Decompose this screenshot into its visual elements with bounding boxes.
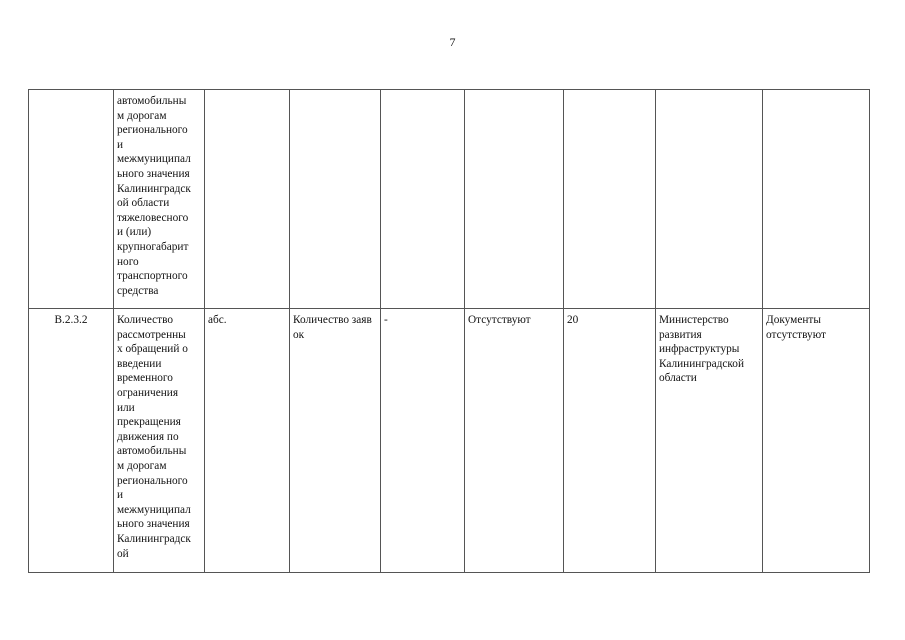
text-line: межмуниципал	[117, 153, 191, 166]
text-line: регионального	[117, 124, 188, 137]
responsible-cell	[656, 309, 763, 573]
text-line: развития	[659, 328, 702, 341]
text-line: ой	[117, 547, 129, 560]
text-line: рассмотренны	[117, 328, 186, 341]
code-cell	[29, 90, 114, 309]
text-line: Документы	[766, 314, 821, 326]
text-line: транспортного	[117, 270, 188, 283]
formula-cell	[381, 90, 465, 309]
indicator-cell	[114, 309, 205, 573]
text-line: регионального	[117, 474, 188, 487]
text-line: ьного значения	[117, 167, 190, 180]
text-line: ограничения	[117, 386, 179, 399]
table-row	[29, 90, 870, 309]
code-cell: В.2.3.2	[29, 309, 114, 573]
text-line: введении	[117, 357, 162, 370]
text-line: крупногабарит	[117, 240, 189, 253]
text-line: области	[659, 372, 697, 385]
basis-cell: Количество заявок	[290, 309, 381, 573]
text-line: отсутствуют	[766, 328, 826, 341]
docs-cell	[763, 90, 870, 309]
text-line: м дорогам	[117, 109, 167, 122]
text-line: автомобильны	[117, 445, 187, 458]
text-line: Министерство	[659, 314, 729, 326]
text-line: ьного значения	[117, 518, 190, 531]
page-number: 7	[449, 35, 456, 49]
text-line: Количество	[117, 314, 173, 326]
text-line: инфраструктуры	[659, 343, 740, 356]
text-line: ой области	[117, 197, 170, 210]
formula-cell: -	[381, 309, 465, 573]
text-line: тяжеловесного	[117, 211, 189, 224]
target-cell	[564, 90, 656, 309]
text-line: и (или)	[117, 226, 152, 239]
basis-cell	[290, 90, 381, 309]
text-line: м дорогам	[117, 459, 167, 472]
text-line: Калининградск	[117, 182, 191, 195]
indicator-cell	[114, 90, 205, 309]
text-line: х обращений о	[117, 343, 188, 356]
text-line: Калининградской	[659, 357, 744, 370]
table-row	[29, 309, 870, 573]
text-line: и	[117, 489, 124, 502]
responsible-cell	[656, 90, 763, 309]
target-cell: 20	[564, 309, 656, 573]
unit-cell	[205, 90, 290, 309]
unit-cell: абс.	[205, 309, 290, 573]
text-line: или	[117, 401, 135, 414]
text-line: и	[117, 138, 124, 151]
text-line: Калининградск	[117, 532, 191, 545]
text-line: ного	[117, 255, 139, 268]
text-line: прекращения	[117, 416, 181, 429]
text-line: средства	[117, 284, 159, 297]
text-line: межмуниципал	[117, 503, 191, 516]
text-line: движения по	[117, 430, 179, 443]
text-line: автомобильны	[117, 95, 187, 107]
docs-cell	[763, 309, 870, 573]
text-line: временного	[117, 372, 173, 385]
value-cell: Отсутствуют	[465, 309, 564, 573]
value-cell	[465, 90, 564, 309]
indicator-table	[28, 89, 870, 573]
